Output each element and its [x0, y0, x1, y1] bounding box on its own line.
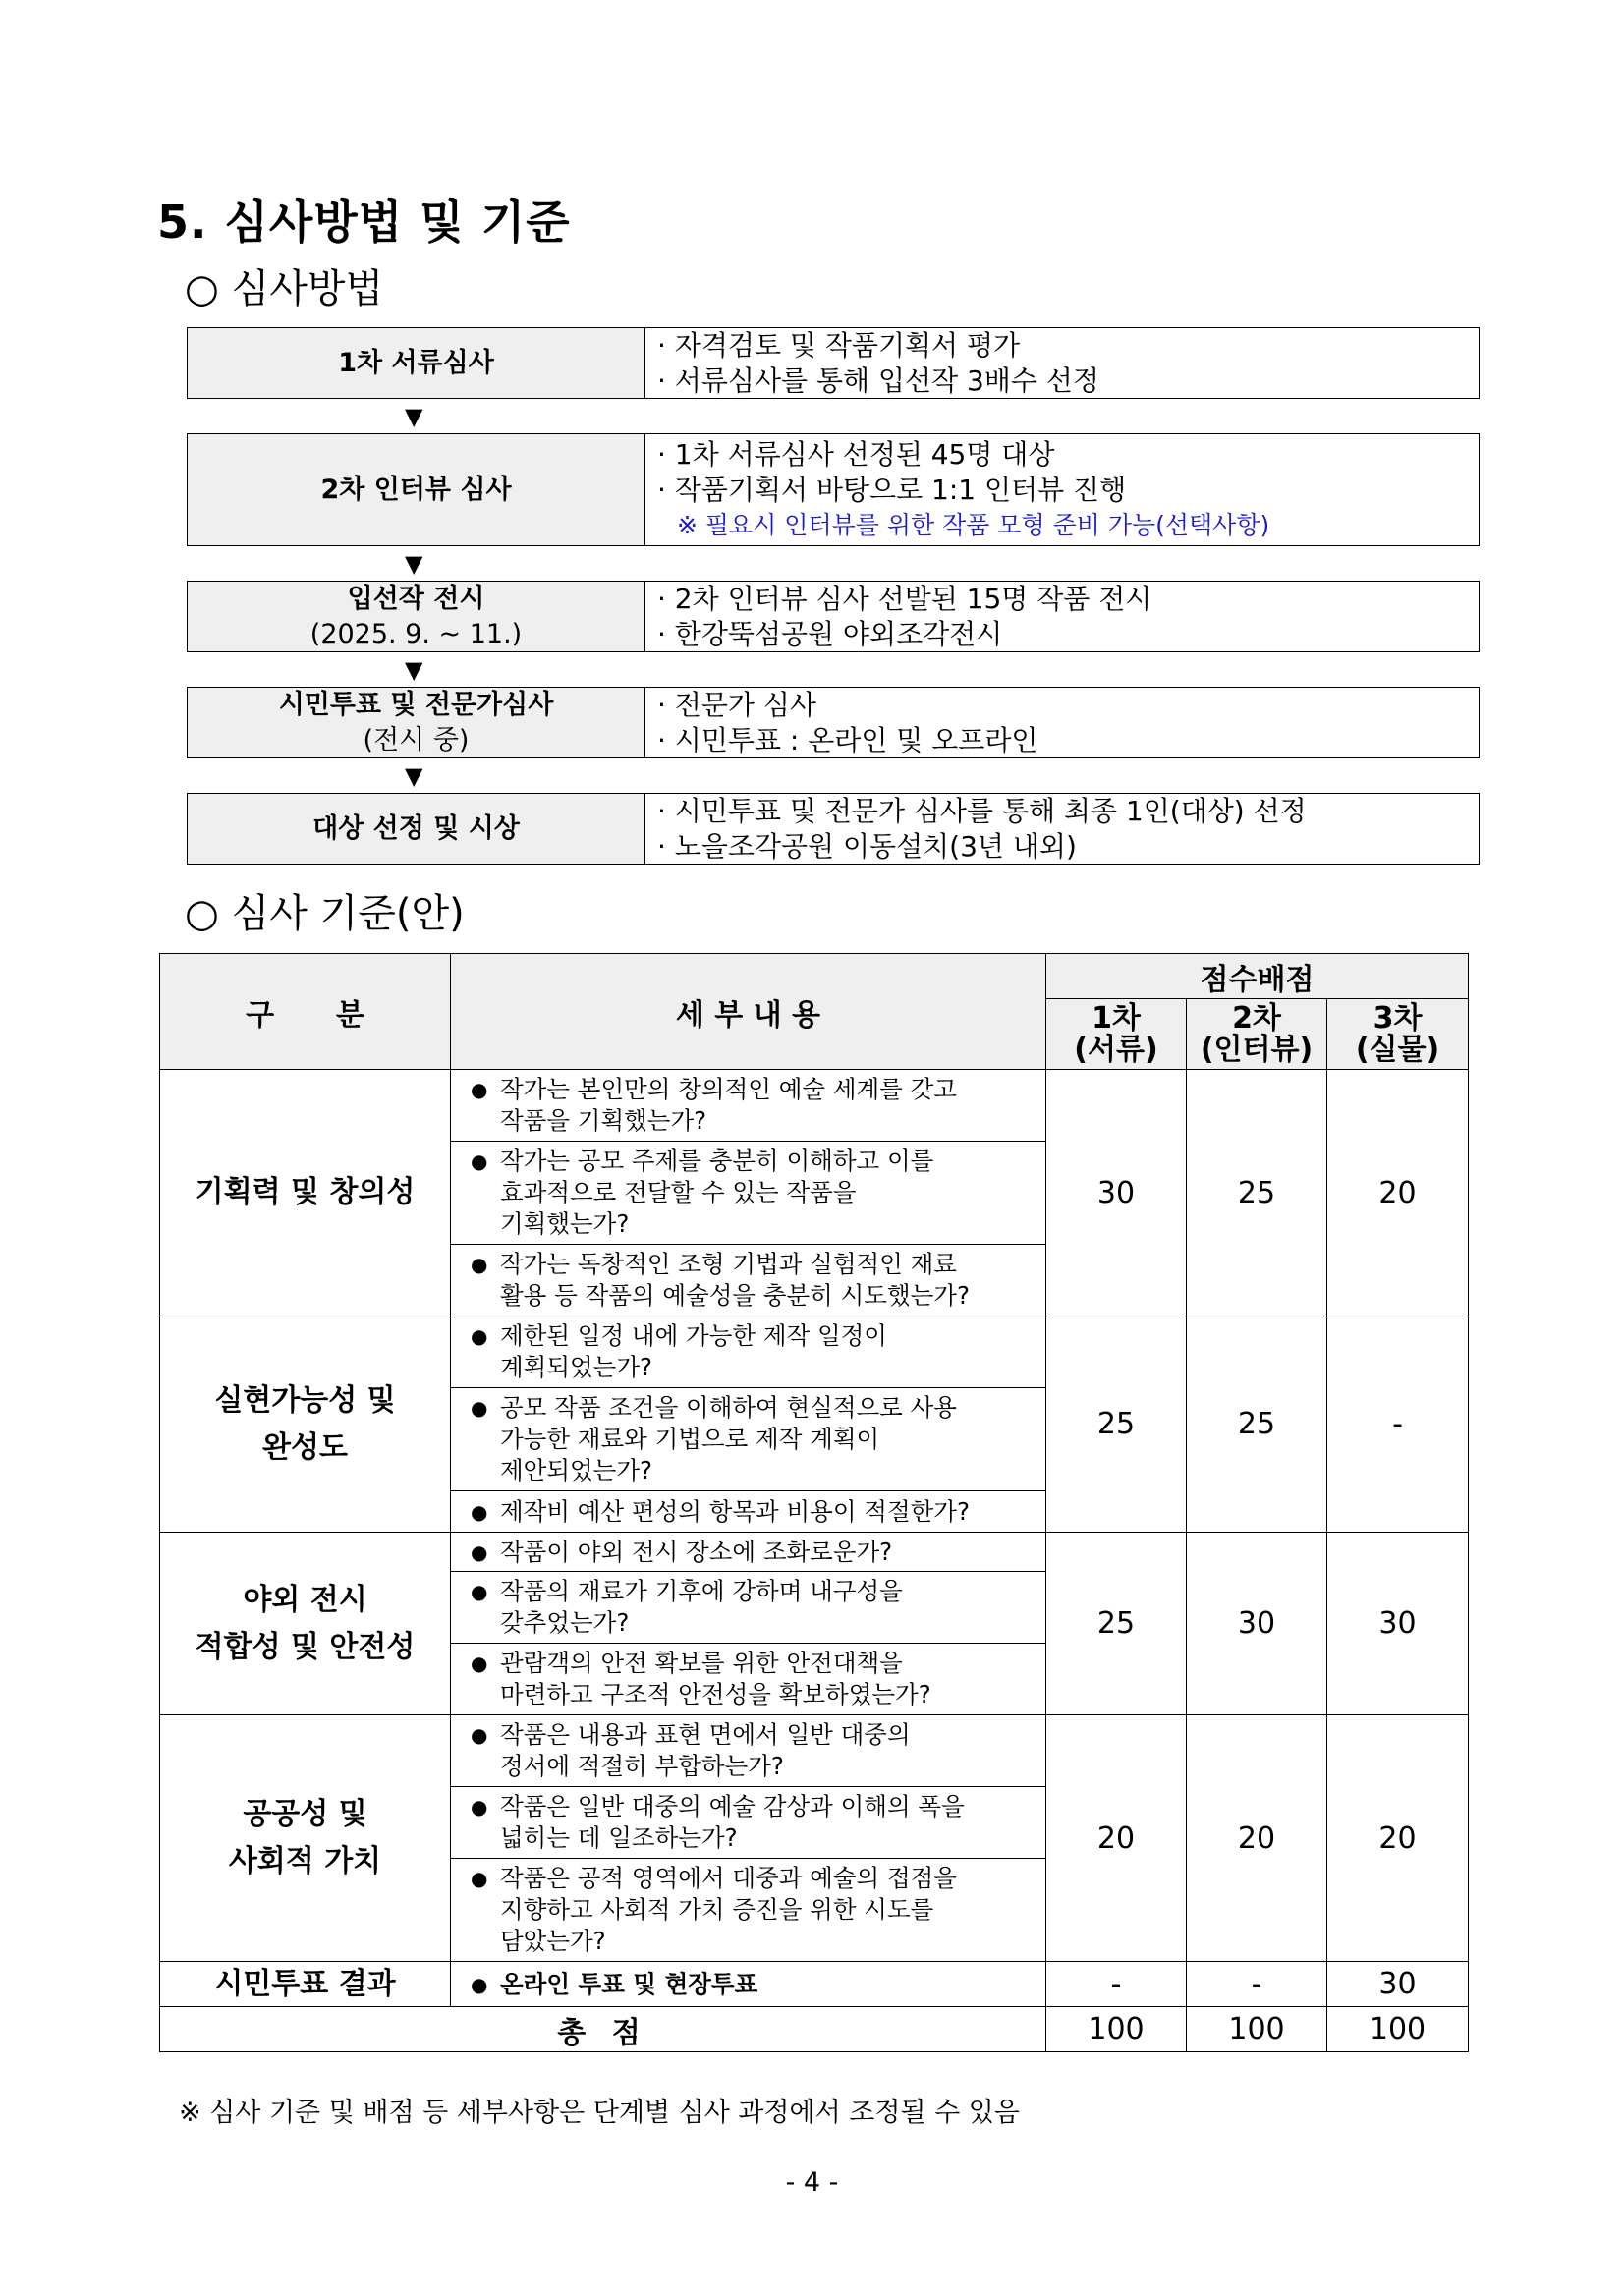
page-number: - 4 - — [785, 2167, 839, 2198]
stage-details — [645, 434, 1479, 545]
detail-line: 마련하고 구조적 안전성을 확보하였는가? — [500, 1680, 931, 1708]
criteria-item-row — [160, 1715, 1469, 1787]
stage-detail-line: · 시민투표 및 전문가 심사를 통해 최종 1인(대상) 선정 — [657, 794, 1307, 827]
score-round-1: 25 — [1046, 1316, 1187, 1533]
category-line: 완성도 — [262, 1429, 348, 1465]
detail-line: 제안되었는가? — [500, 1456, 653, 1484]
criteria-detail — [451, 1070, 1046, 1142]
criteria-detail — [451, 1491, 1046, 1533]
bullet-icon: ● — [471, 1540, 488, 1564]
criteria-detail — [451, 1316, 1046, 1388]
flow-arrow-icon: ▼ — [405, 656, 423, 684]
bullet-icon: ● — [471, 1149, 488, 1173]
detail-line: 담았는가? — [500, 1927, 606, 1955]
stage-detail-line: · 한강뚝섬공원 야외조각전시 — [657, 617, 1003, 650]
criteria-table — [159, 953, 1469, 2052]
score-round-3: - — [1327, 1316, 1469, 1533]
stage-box — [187, 687, 1480, 758]
bullet-icon: ● — [471, 1652, 488, 1675]
vote-category: 시민투표 결과 — [160, 1962, 451, 2007]
category-line: 공공성 및 — [243, 1797, 367, 1831]
total-score-round-1: 100 — [1046, 2007, 1187, 2052]
vote-detail-text: 온라인 투표 및 현장투표 — [500, 1969, 758, 1998]
detail-line: 작가는 독창적인 조형 기법과 실험적인 재료 — [500, 1250, 957, 1278]
detail-line: 작품은 내용과 표현 면에서 일반 대중의 — [500, 1720, 911, 1749]
stage-title: 시민투표 및 전문가심사 — [278, 689, 554, 720]
score-round-2: 30 — [1187, 1533, 1327, 1715]
score-round-1: 30 — [1046, 1070, 1187, 1316]
stage-title: 대상 선정 및 시상 — [312, 812, 520, 844]
detail-line: 활용 등 작품의 예술성을 충분히 시도했는가? — [500, 1281, 970, 1310]
stage-detail-line: · 서류심사를 통해 입선작 3배수 선정 — [657, 364, 1099, 397]
stage-details — [645, 794, 1479, 864]
criteria-category — [160, 1715, 451, 1962]
category-line: 사회적 가치 — [228, 1844, 382, 1878]
header-score-group: 점수배점 — [1046, 954, 1469, 999]
criteria-category — [160, 1070, 451, 1316]
bullet-icon: ● — [471, 1723, 488, 1747]
criteria-detail — [451, 1859, 1046, 1962]
header-round-1: 1차 (서류) — [1046, 999, 1187, 1070]
stage-title: 1차 서류심사 — [338, 347, 494, 378]
stage-detail-line: · 자격검토 및 작품기획서 평가 — [657, 328, 1021, 362]
category-line: 적합성 및 안전성 — [195, 1629, 416, 1664]
criteria-item-row — [160, 1316, 1469, 1388]
bullet-icon: ● — [471, 1499, 488, 1524]
category-line: 야외 전시 — [243, 1582, 367, 1617]
stage-detail-line: · 1차 서류심사 선정된 45명 대상 — [657, 437, 1055, 471]
header-details: 세 부 내 용 — [451, 954, 1046, 1070]
stage-detail-line: · 노을조각공원 이동설치(3년 내외) — [657, 829, 1077, 863]
stage-details — [645, 582, 1479, 651]
bullet-icon: ● — [471, 1972, 488, 1996]
criteria-detail — [451, 1644, 1046, 1715]
criteria-heading: ○ 심사 기준(안) — [185, 891, 465, 936]
detail-line: 넓히는 데 일조하는가? — [500, 1823, 738, 1852]
bullet-icon: ● — [471, 1324, 488, 1348]
detail-line: 가능한 재료와 기법으로 제작 계획이 — [500, 1425, 880, 1453]
criteria-item-row — [160, 1070, 1469, 1142]
detail-line: 작가는 본인만의 창의적인 예술 세계를 갖고 — [500, 1075, 957, 1103]
bullet-icon: ● — [471, 1078, 488, 1101]
stage-title: 입선작 전시 — [347, 583, 485, 614]
stage-name — [188, 328, 645, 398]
criteria-detail — [451, 1572, 1046, 1644]
header-round-2: 2차 (인터뷰) — [1187, 999, 1327, 1070]
bullet-icon: ● — [471, 1580, 488, 1603]
stage-period: (전시 중) — [363, 724, 470, 756]
score-round-3: 30 — [1327, 1533, 1469, 1715]
detail-line: 작품을 기획했는가? — [500, 1106, 707, 1135]
criteria-detail — [451, 1787, 1046, 1859]
detail-line: 작품이 야외 전시 장소에 조화로운가? — [500, 1537, 893, 1566]
detail-line: 작품은 일반 대중의 예술 감상과 이해의 폭을 — [500, 1792, 965, 1820]
section-title: 5. 심사방법 및 기준 — [157, 196, 571, 249]
stage-name — [188, 434, 645, 545]
stage-box — [187, 793, 1480, 865]
stage-box — [187, 327, 1480, 399]
detail-line: 제작비 예산 편성의 항목과 비용이 적절한가? — [500, 1496, 970, 1526]
stage-title: 2차 인터뷰 심사 — [320, 474, 512, 505]
total-row — [160, 2007, 1469, 2052]
criteria-item-row — [160, 1533, 1469, 1572]
detail-line: 지향하고 사회적 가치 증진을 위한 시도를 — [500, 1895, 934, 1924]
detail-line: 작가는 공모 주제를 충분히 이해하고 이를 — [500, 1147, 934, 1175]
score-round-3: 20 — [1327, 1715, 1469, 1962]
vote-score-round-2: - — [1187, 1962, 1327, 2007]
stage-detail-line: · 시민투표 : 온라인 및 오프라인 — [657, 723, 1038, 756]
detail-line: 기획했는가? — [500, 1209, 630, 1238]
category-line: 기획력 및 창의성 — [195, 1175, 416, 1209]
score-round-1: 20 — [1046, 1715, 1187, 1962]
flow-arrow-icon: ▼ — [405, 403, 423, 430]
stage-detail-line: · 전문가 심사 — [657, 688, 816, 721]
stage-name — [188, 794, 645, 864]
score-round-1: 25 — [1046, 1533, 1187, 1715]
stage-box — [187, 581, 1480, 652]
footnote: ※ 심사 기준 및 배점 등 세부사항은 단계별 심사 과정에서 조정될 수 있음 — [179, 2098, 1020, 2128]
detail-line: 효과적으로 전달할 수 있는 작품을 — [500, 1178, 857, 1206]
criteria-detail — [451, 1245, 1046, 1316]
detail-line: 공모 작품 조건을 이해하여 현실적으로 사용 — [500, 1393, 957, 1422]
detail-line: 작품은 공적 영역에서 대중과 예술의 접점을 — [500, 1864, 957, 1892]
stage-details — [645, 688, 1479, 757]
detail-line: 정서에 적절히 부합하는가? — [500, 1752, 784, 1780]
stage-note: ※ 필요시 인터뷰를 위한 작품 모형 준비 가능(선택사항) — [677, 510, 1270, 539]
criteria-category — [160, 1316, 451, 1533]
criteria-detail — [451, 1533, 1046, 1572]
header-category: 구 분 — [160, 954, 451, 1070]
score-round-3: 20 — [1327, 1070, 1469, 1316]
method-heading: ○ 심사방법 — [185, 266, 384, 311]
stage-name — [188, 582, 645, 651]
bullet-icon: ● — [471, 1795, 488, 1819]
score-round-2: 25 — [1187, 1316, 1327, 1533]
flow-arrow-icon: ▼ — [405, 762, 423, 790]
category-line: 실현가능성 및 — [214, 1382, 396, 1418]
detail-line: 작품의 재료가 기후에 강하며 내구성을 — [500, 1577, 903, 1605]
flow-arrow-icon: ▼ — [405, 550, 423, 578]
stage-detail-line: · 2차 인터뷰 심사 선발된 15명 작품 전시 — [657, 582, 1152, 615]
stage-detail-line: · 작품기획서 바탕으로 1:1 인터뷰 진행 — [657, 473, 1127, 506]
vote-row — [160, 1962, 1469, 2007]
detail-line: 관람객의 안전 확보를 위한 안전대책을 — [500, 1649, 903, 1677]
total-label: 총 점 — [160, 2007, 1046, 2052]
score-round-2: 20 — [1187, 1715, 1327, 1962]
stage-name — [188, 688, 645, 757]
vote-score-round-1: - — [1046, 1962, 1187, 2007]
vote-score-round-3: 30 — [1327, 1962, 1469, 2007]
vote-detail — [451, 1962, 1046, 2007]
bullet-icon: ● — [471, 1396, 488, 1420]
detail-line: 제한된 일정 내에 가능한 제작 일정이 — [500, 1321, 887, 1350]
score-round-2: 25 — [1187, 1070, 1327, 1316]
stage-details — [645, 328, 1479, 398]
bullet-icon: ● — [471, 1253, 488, 1276]
bullet-icon: ● — [471, 1867, 488, 1890]
criteria-detail — [451, 1142, 1046, 1245]
detail-line: 갖추었는가? — [500, 1608, 630, 1637]
stage-period: (2025. 9. ~ 11.) — [309, 618, 523, 649]
criteria-detail — [451, 1388, 1046, 1491]
total-score-round-2: 100 — [1187, 2007, 1327, 2052]
detail-line: 계획되었는가? — [500, 1353, 653, 1381]
total-score-round-3: 100 — [1327, 2007, 1469, 2052]
criteria-detail — [451, 1715, 1046, 1787]
stage-box — [187, 433, 1480, 546]
criteria-category — [160, 1533, 451, 1715]
header-round-3: 3차 (실물) — [1327, 999, 1469, 1070]
